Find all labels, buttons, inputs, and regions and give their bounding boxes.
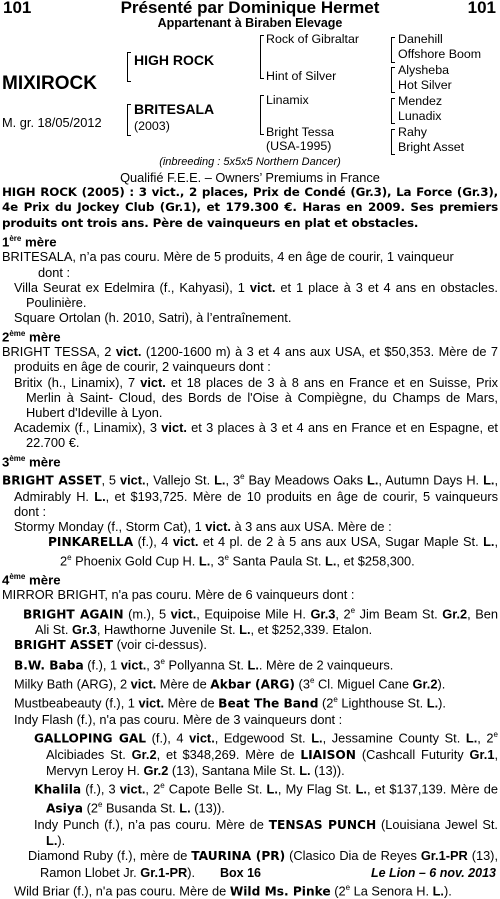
third-dam-grandproduce-1: PINKARELLA (f.), 4 vict. et 4 pl. de 2 à 5 ans aux USA, Sugar Maple St. L., 2e Phoenix Gold Cup H. L., 3e Santa Paula St. L., et $258,300. <box>48 534 498 569</box>
section-second-dam: 2ème mère <box>2 328 61 344</box>
second-dam-produce-1: Britix (h., Linamix), 7 vict. et 18 places de 3 à 8 ans en France et en Suisse, Prix Merlin à Saint- Cloud, des Bords de l'Oise à Compiègne, du Champs de Mars, Hubert d'Ideville à Lyon. <box>14 374 498 420</box>
third-dam-line: BRIGHT ASSET, 5 vict., Vallejo St. L., 3e Bay Meadows Oaks L., Autumn Days H. L., Admirably H. L., et $193,725. Mère de 10 produits en âge de courir, 5 vainqueurs dont : <box>2 472 498 519</box>
bracket-sire-line <box>260 35 264 79</box>
sire-name: HIGH ROCK <box>134 52 215 68</box>
fourth-dam-grandproduce-1: GALLOPING GAL (f.), 4 vict., Edgewood St. L., Jessamine County St. L., 2e Alcibiades St. Gr.2, et $348,269. Mère de LIAISON (Cashcall Futurity Gr.1, Mervyn Leroy H. Gr.2 (13), Santana Mile St. L. (13)). <box>34 730 498 778</box>
dam-name: BRITESALA <box>134 101 215 117</box>
sire-sire: Rock of Gibraltar <box>266 32 359 46</box>
ancestor-3: Alysheba <box>398 63 449 77</box>
third-dam-produce-1: Stormy Monday (f., Storm Cat), 1 vict. à 3 ans aux USA. Mère de : <box>14 518 392 534</box>
first-dam-produce-1: Villa Seurat ex Edelmira (f., Kahyasi), 1 vict. et 1 place à 3 et 4 ans en obstacles. Poulinière. <box>14 279 498 311</box>
ancestor-2: Offshore Boom <box>398 47 482 61</box>
dam-year: (2003) <box>134 119 170 133</box>
ancestor-7: Rahy <box>398 125 427 139</box>
dam-dam: Bright Tessa <box>266 125 334 139</box>
bracket-g3-1 <box>391 37 395 63</box>
inbreeding-note: (inbreeding : 5x5x5 Northern Dancer) <box>159 156 341 168</box>
page-title: Présenté par Dominique Hermet <box>120 0 380 17</box>
bracket-g3-2 <box>391 67 395 93</box>
ancestor-5: Mendez <box>398 94 443 108</box>
ancestor-1: Danehill <box>398 32 443 46</box>
sire-dam: Hint of Silver <box>266 69 337 83</box>
fourth-dam-line: MIRROR BRIGHT, n'a pas couru. Mère de 6 vainqueurs dont : <box>2 587 355 603</box>
fourth-dam-produce-5: Mustbeabeauty (f.), 1 vict. Mère de Beat The Band (2e Lighthouse St. L.). <box>14 695 446 711</box>
bracket-dam <box>127 104 131 136</box>
produce-record <box>2 185 498 899</box>
fourth-dam-produce-8: Wild Briar (f.), n'a pas couru. Mère de Wild Ms. Pinke (2e La Senora H. L.). <box>14 882 452 899</box>
fourth-dam-grandproduce-2: Khalila (f.), 3 vict., 2e Capote Belle St. L., My Flag St. L., et $137,139. Mère de Asiya (2e Busanda St. L. (13)). <box>34 781 498 816</box>
fourth-dam-produce-3: B.W. Baba (f.), 1 vict., 3e Pollyanna St. L.. Mère de 2 vainqueurs. <box>14 656 394 672</box>
lot-number-right: 101 <box>467 0 496 17</box>
second-dam-produce-2: Academix (f., Linamix), 3 vict. et 3 places à 3 et 4 ans en France et en Espagne, et 22.700 €. <box>14 420 498 451</box>
fourth-dam-produce-6: Indy Flash (f.), n'a pas couru. Mère de 3 vainqueurs dont : <box>14 711 343 727</box>
owner-line: Appartenant à Biraben Elevage <box>157 16 343 30</box>
horse-name: MIXIROCK <box>2 73 97 94</box>
dam-dam-origin: (USA-1995) <box>266 139 332 153</box>
lot-number: 101 <box>3 0 32 17</box>
ancestor-6: Lunadix <box>398 109 442 123</box>
section-first-dam: 1ère mère <box>2 233 57 250</box>
sire-summary: HIGH ROCK (2005) : 3 vict., 2 places, Prix de Condé (Gr.3), La Force (Gr.3), 4e Prix du Jockey Club (Gr.1), et 179.300 €. Haras en 2009. Ses premiers produits ont trois ans. Père de vainqueurs en plat et obstacles. <box>2 185 498 230</box>
fourth-dam-produce-7: Diamond Ruby (f.), mère de TAURINA (PR) (Clasico Dia de Reyes Gr.1-PR (13), Ramon Llobet Jr. Gr.1-PR). <box>28 848 499 880</box>
bracket-dam-line <box>260 95 264 135</box>
bracket-g3-4 <box>391 129 395 155</box>
fee-qualification: Qualifié F.E.E. – Owners’ Premiums in France <box>120 170 380 185</box>
box-number: Box 16 <box>220 866 261 880</box>
fourth-dam-grandproduce-3: Indy Punch (f.), n’a pas couru. Mère de TENSAS PUNCH (Louisiana Jewel St. L.). <box>34 816 498 849</box>
bracket-g3-3 <box>391 98 395 124</box>
horse-description: M. gr. 18/05/2012 <box>2 115 102 130</box>
section-fourth-dam: 4ème mère <box>2 571 61 588</box>
dam-sire: Linamix <box>266 93 309 107</box>
second-dam-line: BRIGHT TESSA, 2 vict. (1200-1600 m) à 3 et 4 ans aux USA, et $50,353. Mère de 7 produits en âge de courir, 2 vainqueurs dont : <box>2 344 498 375</box>
fourth-dam-produce-2: BRIGHT ASSET (voir ci-dessus). <box>14 637 207 653</box>
fourth-dam-produce-1: BRIGHT AGAIN (m.), 5 vict., Equipoise Mile H. Gr.3, 2e Jim Beam St. Gr.2, Ben Ali St. Gr.3, Hawthorne Juvenile St. L., et $252,339. Etalon. <box>23 605 499 638</box>
first-dam-line: BRITESALA, n’a pas couru. Mère de 5 produits, 4 en âge de courir, 1 vainqueur dont : <box>2 249 454 280</box>
bracket-sire <box>127 52 131 82</box>
fourth-dam-produce-4: Milky Bath (ARG), 2 vict. Mère de Akbar (ARG) (3e Cl. Miguel Cane Gr.2). <box>14 676 446 692</box>
sale-reference: Le Lion – 6 nov. 2013 <box>370 866 496 880</box>
section-third-dam: 3ème mère <box>2 453 61 469</box>
first-dam-produce-2: Square Ortolan (h. 2010, Satri), à l’entraînement. <box>14 310 292 326</box>
ancestor-4: Hot Silver <box>398 78 452 92</box>
ancestor-8: Bright Asset <box>398 140 465 154</box>
